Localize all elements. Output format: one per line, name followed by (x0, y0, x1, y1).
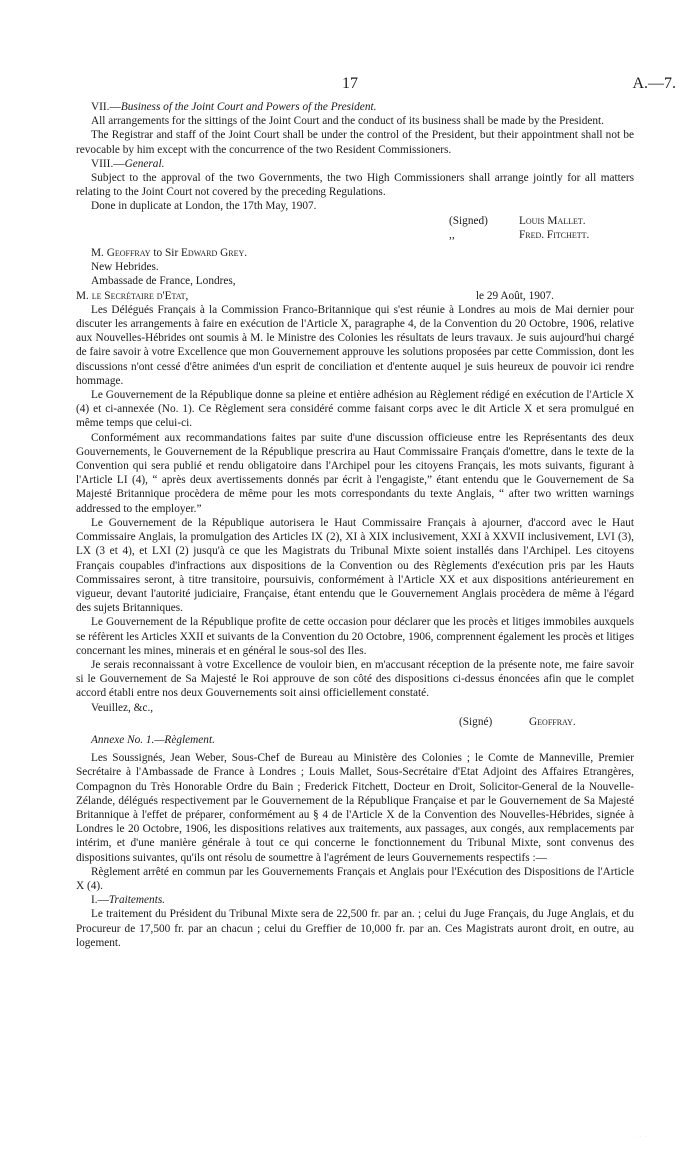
signatory-geoffray: Geoffray. (529, 715, 576, 728)
letter-subheading: New Hebrides. (91, 261, 159, 274)
annex-paragraph-2: Règlement arrêté en commun par les Gouvernements Français et Anglais pour l'Exécution des Dispositions de l'Article X (4). (76, 865, 634, 892)
signatory-fred-fitchett: Fred. Fitchett. (519, 228, 590, 241)
annex-paragraph-1: Les Soussignés, Jean Weber, Sous-Chef de Bureau au Ministère des Colonies ; le Comte de Manneville, Premier Secrétaire à l'Ambassade de France à Londres ; Louis Mallet, Sous-Secrétaire d'Etat Adjoint des Affaires Etrangères, Compagnon du Très Honorable Ordre du Bain ; Frederick Fitchett, Docteur en Droit, Solicitor-General de la Nouvelle-Zélande, délégués respectivement par le Gouvernement de la République Française et par le Gouvernement de Sa Majesté Britannique à l'effet de préparer, conformément au § 4 de l'Article X de la Convention des Nouvelles-Hébrides, signée à Londres le 20 Octobre, 1906, les dispositions relatives aux traitements, aux passages, aux congés, aux remplacements par intérim, et d'une manière générale à tout ce qui concerne le fonctionnement du Tribunal Mixte, sont convenus des dispositions suivantes, qu'ils ont résolu de soumettre à l'agrément de leurs Gouvernements respectifs :— (76, 752, 634, 864)
section-8-paragraph-2: Done in duplicate at London, the 17th May, 1907. (91, 200, 317, 213)
section-8-heading: VIII.—General. (91, 157, 165, 170)
section-8-paragraph-1: Subject to the approval of the two Governments, the two High Commissioners shall arrange jointly for all matters relating to the Joint Court not covered by the preceding Regulations. (76, 172, 634, 199)
section-7-paragraph-2: The Registrar and staff of the Joint Court shall be under the control of the President, but their appointment shall not be revocable by him except with the concurrence of the two Resident Commissioners. (76, 129, 634, 156)
letter-paragraph: Les Délégués Français à la Commission Franco-Britannique qui s'est réunie à Londres au mois de Mai dernier pour discuter les arrangements à faire en exécution de l'Article X, paragraphe 4, de la Convention du 20 Octobre, 1906, relative aux Nouvelles-Hébrides ont soumis à M. le Ministre des Colonies les résultats de leurs travaux. Je suis aujourd'hui chargé de faire savoir à votre Excellence que mon Gouvernement approuve les solutions proposées par cette Commission, dont les discussions n'ont cessé d'être animées d'un esprit de conciliation et d'entente auquel je suis heureux de pouvoir ici rendre hommage. (76, 303, 634, 387)
salutation: M. le Secrétaire d'Etat, (76, 289, 189, 302)
annex-heading: Annexe No. 1.—Règlement. (91, 733, 215, 746)
page-body (76, 100, 634, 950)
salutation-line (76, 289, 634, 303)
signature-line-1: (Signed) Louis Mallet. (76, 214, 634, 228)
annex-paragraph-3: Le traitement du Président du Tribunal Mixte sera de 22,500 fr. par an. ; celui du Juge Français, du Juge Anglais, et du Procureur de 17,500 fr. par an chacun ; celui du Greffier de 10,000 fr. par an. Ces Magistrats auront droit, en outre, au logement. (76, 908, 634, 949)
letter-closing: Veuillez, &c., (91, 701, 154, 714)
annex-section-heading: I.—Traitements. (91, 894, 166, 907)
letter-paragraph: Conformément aux recommandations faites par suite d'une discussion officieuse entre les Représentants des deux Gouvernements, le Gouvernement de la République prescrira au Haut Commissaire Français d'omettre, dans le texte de la Convention qui sera publié et rendu obligatoire dans l'Archipel pour les citoyens Français, les mots suivants, figurant à l'Article LI (4), “ après deux avertissements donnés par écrit à l'engagiste,” étant entendu que le Gouvernement de Sa Majesté Britannique procèdera de même pour les mots correspondants du texte Anglais, “ after two written warnings addressed to the employer.” (76, 431, 634, 515)
section-7-heading: VII.—Business of the Joint Court and Powers of the President. (91, 101, 377, 113)
letter-heading: M. Geoffray to Sir Edward Grey. (91, 247, 248, 260)
scan-mark: · · · (634, 1134, 648, 1140)
section-7-paragraph-1: All arrangements for the sittings of the Joint Court and the conduct of its business shall be made by the President. (91, 115, 604, 128)
page-number: 17 (342, 75, 358, 92)
signature-line-2: ,, Fred. Fitchett. (76, 228, 634, 242)
letter-paragraph: Je serais reconnaissant à votre Excellence de vouloir bien, en m'accusant réception de la présente note, me faire savoir si le Gouvernement de Sa Majesté le Roi approuve de son côté des dispositions ci-dessus énoncées afin que le complet accord établi entre nos deux Gouvernements soit ainsi officiellement constaté. (76, 658, 634, 700)
letter-paragraph: Le Gouvernement de la République profite de cette occasion pour déclarer que les procès et litiges immobiles auxquels se réfèrent les Articles XXII et suivants de la Convention du 20 Octobre, 1906, comprennent également les procès et litiges concernant les mines, minerais et en général le sous-sol des Iles. (76, 616, 634, 657)
document-reference: A.—7. (632, 75, 676, 92)
letter-paragraph: Le Gouvernement de la République autorisera le Haut Commissaire Français à ajourner, d'accord avec le Haut Commissaire Anglais, la promulgation des Articles IX (2), XI à XIX inclusivement, XXI à XXVII inclusivement, LVI (3), LX (3 et 4), et LXI (2) jusqu'à ce que les Magistrats du Tribunal Mixte soient installés dans l'Archipel. Les citoyens Français coupables d'infractions aux dispositions de la Convention ou des Règlements d'exécution pris par les Hauts Commissaires seront, à titre transitoire, poursuivis, conformément à l'Article XX et aux dispositions antérieurement en vigueur, devant l'autorité judiciaire, Française, étant entendu que le Gouvernement Anglais procèdera de même à l'égard des sujets Britanniques. (76, 516, 634, 615)
letter-date: le 29 Août, 1907. (475, 289, 554, 302)
letter-paragraph: Le Gouvernement de la République donne sa pleine et entière adhésion au Règlement rédigé en exécution de l'Article X (4) et ci-annexée (No. 1). Ce Règlement sera considéré comme faisant corps avec le dit Article X et sera promulgué en même temps que celui-ci. (76, 389, 634, 430)
signatory-louis-mallet: Louis Mallet. (519, 214, 586, 227)
letter-signature: (Signé) Geoffray. (76, 715, 634, 729)
letter-address: Ambassade de France, Londres, (91, 275, 236, 288)
